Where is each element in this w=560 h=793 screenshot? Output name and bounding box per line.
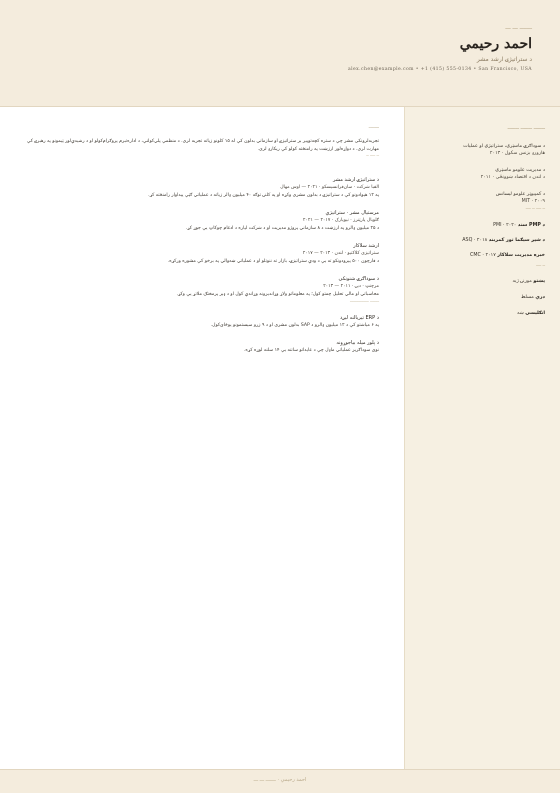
certification-item [421, 222, 545, 229]
certification-item [421, 252, 545, 259]
project-title: د ERP تیریالنه لیږد [340, 315, 379, 322]
sidebar-title: ـــــــ ـــــــ ـــــــ [507, 125, 545, 131]
job-title: د سوداګرۍ شنونکی [338, 276, 379, 283]
cert-label: د PMP سند [517, 223, 545, 228]
experience-item [24, 242, 379, 266]
edu-degree: د مدیریت علومو ماسټري [495, 168, 545, 173]
candidate-role: د ستراتیژۍ ارشد مشر [476, 56, 532, 63]
candidate-name: احمد رحیمي [459, 36, 532, 52]
edu-institution: هارورډ بزنس سکول · ۲۰۱۳ [489, 151, 545, 156]
resume-footer [0, 769, 560, 793]
job-title: د ستراتیژۍ ارشد مشر [333, 177, 379, 184]
summary-sub: ــ ــــ ــ [366, 153, 379, 159]
experience-item [24, 176, 379, 200]
resume-header [0, 0, 560, 107]
experience-item [24, 275, 379, 305]
sidebar-content [421, 125, 545, 326]
cert-value: CMC · ۲۰۱۷ [470, 253, 496, 258]
language-label: پښتو [533, 279, 545, 284]
summary-text: تجربه‌لرونکی مشر چې د ستره کچه‌توپیر بر ستراتیژۍ او سازماني بدلون کې له ۱۵ کلونو زیاته تجربه لري. د منظمې پلي‌کولنې، د اداره‌تبرم پروګرام‌کولو او د رشیدې‌لور ټیمونو په رهبرۍ کې مهارت لري. د دواړه‌لور ارزښت په رامنځته کولو کې ریکارډ لري. [26, 139, 379, 152]
language-level: ښه [517, 311, 524, 316]
edu-institution: MIT · ۲۰۰۹ [521, 199, 545, 204]
header-block [232, 24, 532, 72]
cert-value: PMI · ۲۰۲۰ [493, 223, 517, 228]
job-title: ارشد سلاکار [353, 243, 379, 250]
project-title: د پلور میله بیاجوړونه [336, 340, 379, 347]
main-column [24, 124, 379, 355]
project-item [24, 339, 379, 355]
language-label: دري [535, 295, 545, 300]
job-desc: په ۱۲ هېوادونو کې د ستراتیژۍ د بدلون مشري وکړه او په کلنۍ توګه ۴۰ میلیون ډالر زیاته د عملیاتي ګټې پیداوار رامنځته کړ. [148, 193, 379, 199]
footer-text: احمد رحیمي · ـــــــ ـــ ـــ [253, 777, 307, 783]
edu-sub: ــ ــــ ــ ــــ [525, 206, 545, 211]
experience-item [24, 209, 379, 233]
job-meta: مرچنټ · دبۍ · ۲۰۱۱ — ۲۰۱۳ [323, 284, 379, 290]
job-meta: الفبا شرکت · سان‌فرانسیسکو · ۲۰۲۱ — اوس مهال [280, 185, 379, 191]
education-item [421, 143, 545, 157]
language-item [421, 294, 545, 301]
education-item [421, 167, 545, 181]
edu-institution: د لندن د اقتصاد ښوونځی · ۲۰۱۱ [480, 175, 545, 180]
section-separator: ـــــــ ـــــــــــــــ [349, 299, 379, 305]
edu-degree: د کمپیوټر علومو لیسانس [495, 192, 545, 197]
language-label: انګلیسي [525, 311, 545, 316]
job-title: مرستیال مشر · ستراتیژي [325, 210, 379, 217]
job-desc: د ۲۵ میلیون ډالرو په ارزښت د ۸ سازماني پروژو مدیریت او د شرکت لپاره د ادغام چوکاټ یې جوړ کړ. [185, 226, 379, 232]
project-desc: په ۶ میاشتو کې د ۱۲ میلیون ډالرو د SAP بدلون مشري او د ۹ زرو سیستمونو یوځای‌کول. [210, 323, 379, 329]
certification-item [421, 237, 545, 244]
language-level: مسلط [520, 295, 534, 300]
education-item [421, 191, 545, 212]
job-meta: ګلوبال پارټنرز · نیویارک · ۲۰۱۷ — ۲۰۲۱ [303, 218, 379, 224]
summary-kicker: ـــــــ [368, 124, 379, 130]
cert-value: ASQ · ۲۰۱۸ [462, 238, 488, 243]
language-item [421, 310, 545, 317]
cert-label: د شپږ سیګما تور کمربند [488, 238, 545, 243]
job-desc: د فارچون ۵۰۰ پېرودونکو ته یې د ودې ستراتیژۍ، بازار ته ننوتلو او د عملیاتي ښه‌والي په برخو کې مشوره ورکړه. [167, 259, 379, 265]
header-kicker: ـــــــ ـــ ـــ [505, 24, 532, 31]
contact-line: alex.chen@example.com • +1 (415) 555-0134 • San Francisco, USA [348, 67, 532, 72]
language-item [421, 278, 545, 285]
job-meta: ستراتیژي کلاکتیو · لندن · ۲۰۱۳ — ۲۰۱۷ [302, 251, 379, 257]
cert-label: خبره مدیریت سلاکار [497, 253, 545, 258]
edu-degree: د سوداګرۍ ماسټري، ستراتیژي او عملیات [463, 144, 545, 149]
languages-kicker: ــ ــــ [536, 263, 545, 268]
project-item [24, 314, 379, 330]
language-level: مورنۍ ژبه [512, 279, 532, 284]
sidebar [404, 107, 560, 769]
project-desc: نوی سوداګریز عملیاتي ماډل چې د عایداتو ساتنه یې ۱۴ سلنه لوړه کړه. [243, 348, 379, 354]
job-desc: محاسباتي او مالي تحلیل چمتو کول؛ په معلوماتو ولاړ وړاندیزونه وړاندې کول او د ډېر پرمختګ ملاتړ یې وکړ. [176, 292, 379, 298]
